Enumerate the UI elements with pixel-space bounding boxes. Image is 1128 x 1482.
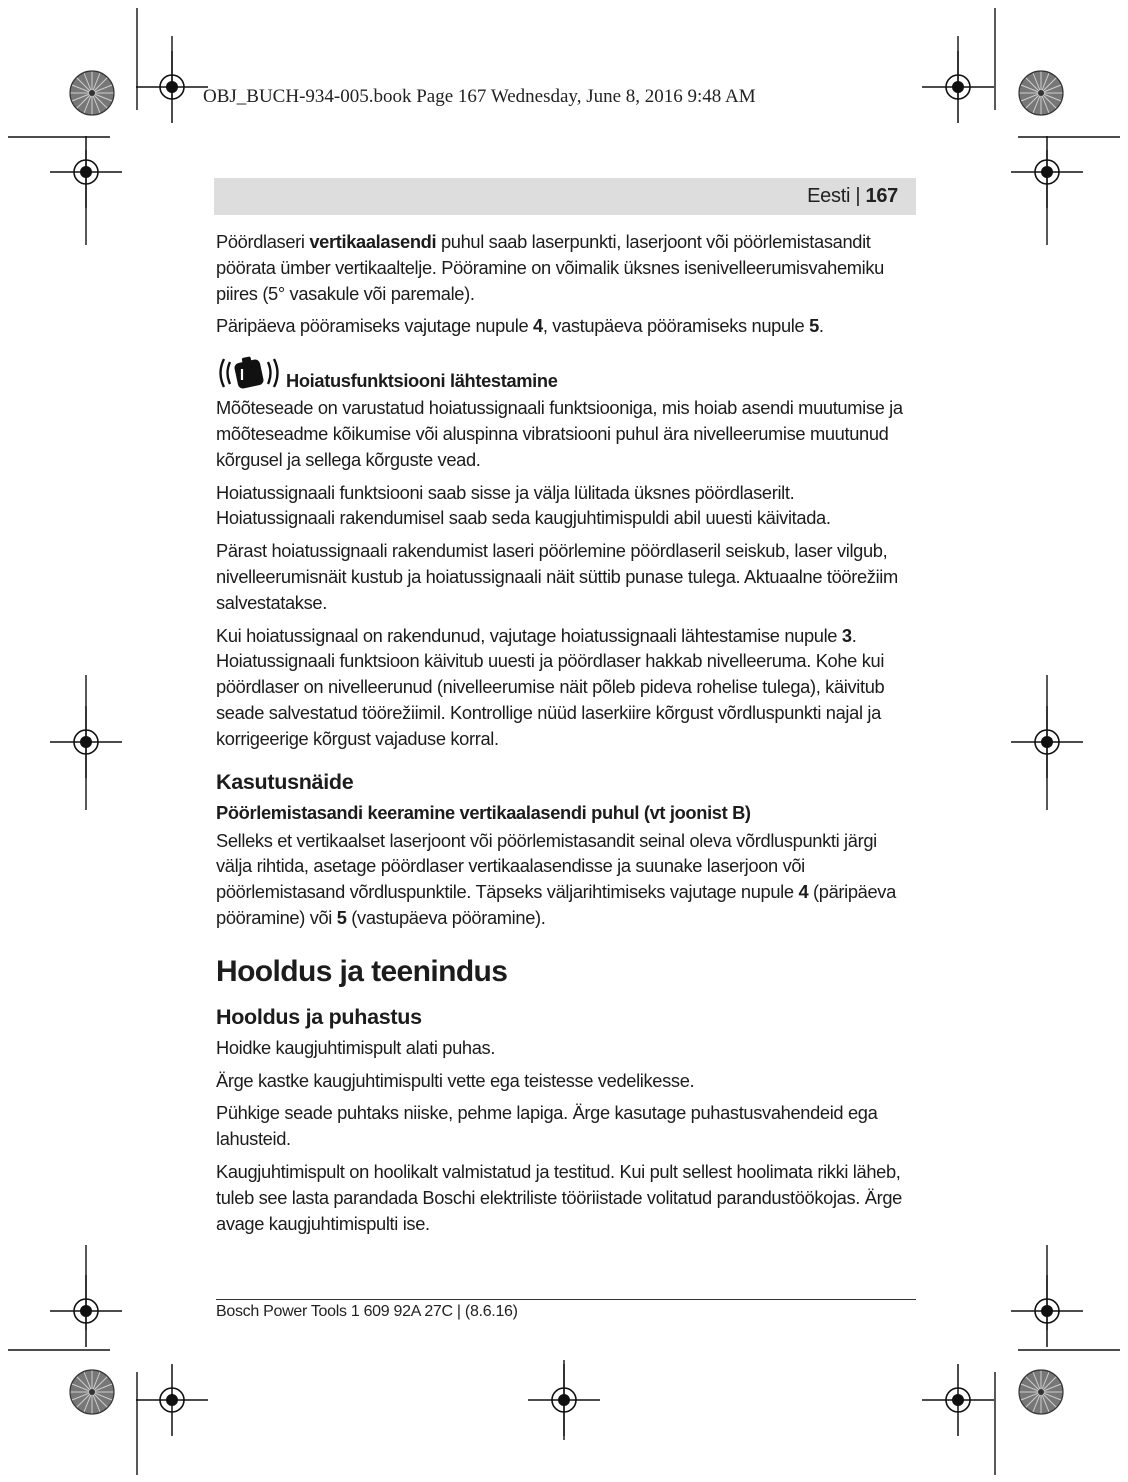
color-wheel-icon xyxy=(1019,71,1063,115)
maintenance-paragraph-3: Pühkige seade puhtaks niiske, pehme lapiga. Ärge kasutage puhastusvahendeid ega lahusteid. xyxy=(216,1102,878,1150)
footer-rule xyxy=(216,1299,916,1300)
color-wheel-icon xyxy=(1019,1370,1063,1414)
intro-paragraph-2: Päripäeva pööramiseks vajutage nupule 4, vastupäeva pööramiseks nupule 5. xyxy=(216,315,824,337)
maintenance-paragraph-4: Kaugjuhtimispult on hoolikalt valmistatud ja testitud. Kui pult sellest hoolimata rikki läheb, tuleb see lasta parandada Boschi elektriliste tööriistade volitatud parandustöökojas. Ärge avage kaugjuhtimispulti ise. xyxy=(216,1160,902,1234)
warning-paragraph-3: Pärast hoiatussignaali rakendumist laseri pöörlemine pöördlaseril seiskub, laser vilgub, nivelleerumisnäit kustub ja hoiatussignaali näit süttib punase tulega. Aktuaalne töörežiim salvestatakse. xyxy=(216,540,898,613)
warning-paragraph-4: Kui hoiatussignaal on rakendunud, vajutage hoiatussignaali lähtestamise nupule 3. Hoiatussignaali funktsioon käivitub uuesti ja pöördlaser hakkab nivelleeruma. Kohe kui pöördlaser on nivelleerunud (nivelleerumise näit põleb pideva rohelise tulega), käivitub seade salvestatud töörežiimil. Kontrollige nüüd laserkiire kõrgust võrdluspunkti najal ja korrigeerige kõrgust vajaduse korral. xyxy=(216,624,885,749)
color-wheel-icon xyxy=(70,71,114,115)
header-language: Eesti xyxy=(807,185,851,207)
maintenance-heading: Hooldus ja teenindus xyxy=(216,954,508,988)
print-slug: OBJ_BUCH-934-005.book Page 167 Wednesday, June 8, 2016 9:48 AM xyxy=(203,86,756,107)
maintenance-subheading: Hooldus ja puhastus xyxy=(216,1004,422,1029)
color-wheel-icon xyxy=(70,1370,114,1414)
maintenance-paragraph-2: Ärge kastke kaugjuhtimispulti vette ega teistesse vedelikesse. xyxy=(216,1069,695,1091)
intro-paragraph-1: Pöördlaseri vertikaalasendi puhul saab laserpunkti, laserjoont või pöörlemistasandit pöörata ümber vertikaaltelje. Pööramine on võimalik üksnes isenivelleerumisvahemiku piires (5° vasakule või paremale). xyxy=(216,231,884,304)
registration-mark-icon xyxy=(136,1364,208,1436)
page-number: 167 xyxy=(865,185,898,207)
example-paragraph: Selleks et vertikaalset laserjoont või pöörlemistasandit seinal oleva võrdluspunkti järgi välja rihtida, asetage pöördlaser vertikaalasendisse ja suunake laserjoon või pöörlemistasand võrdluspunktile. Täpseks väljarihtimiseks vajutage nupule 4 (päripäeva pööramine) või 5 (vastupäeva pööramine). xyxy=(216,829,896,928)
maintenance-paragraph-1: Hoidke kaugjuhtimispult alati puhas. xyxy=(216,1036,496,1058)
example-heading: Kasutusnäide xyxy=(216,769,354,794)
page-header xyxy=(214,178,916,215)
page-header-text xyxy=(807,185,898,208)
page-footer: Bosch Power Tools 1 609 92A 27C | (8.6.16) xyxy=(216,1303,518,1320)
warning-vibration-icon xyxy=(216,353,282,393)
example-subheading: Pöörlemistasandi keeramine vertikaalasendi puhul (vt joonist B) xyxy=(216,801,751,823)
warning-paragraph-1: Mõõteseade on varustatud hoiatussignaali funktsiooniga, mis hoiab asendi muutumise ja mõõteseadme kõikumise või aluspinna vibratsiooni puhul ära nivelleerumise muutunud kõrgusel ja sellega kõrguste vead. xyxy=(216,397,903,470)
registration-mark-icon xyxy=(922,1364,994,1436)
warning-heading xyxy=(216,353,916,393)
page-content xyxy=(216,229,916,1243)
warning-paragraph-2: Hoiatussignaali funktsiooni saab sisse ja välja lülitada üksnes pöördlaserilt. Hoiatussignaali rakendumisel saab seda kaugjuhtimispuldi abil uuesti käivitada. xyxy=(216,481,831,529)
header-separator: | xyxy=(850,185,866,207)
warning-title: Hoiatusfunktsiooni lähtestamine xyxy=(286,370,558,392)
